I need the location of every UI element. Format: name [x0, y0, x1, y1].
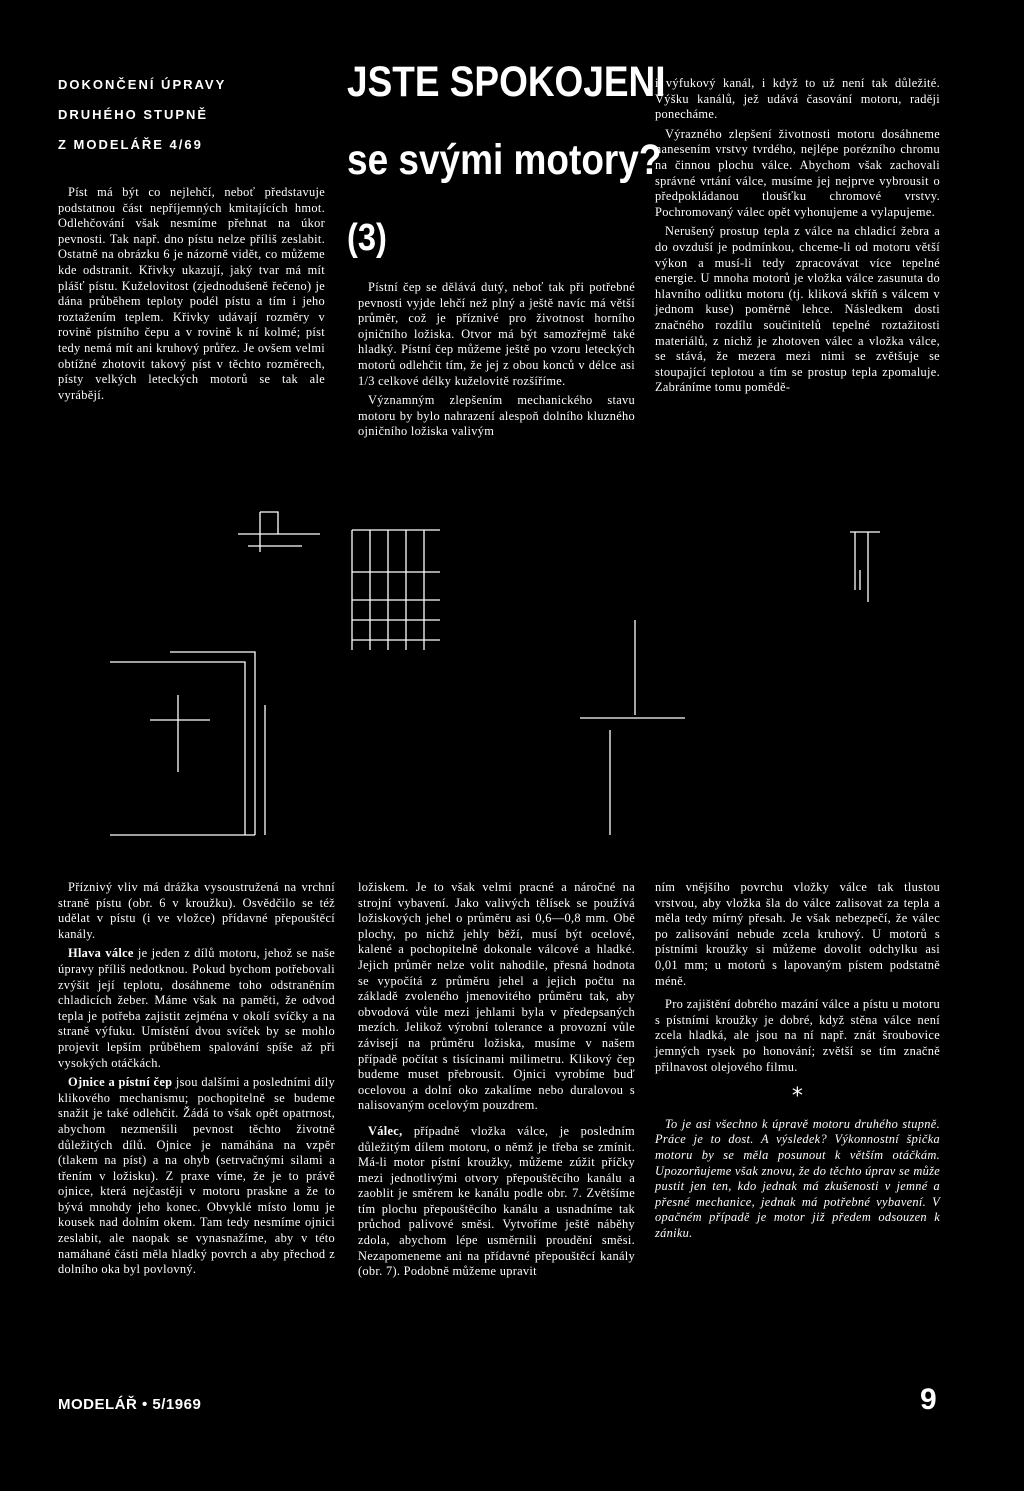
paragraph: Příznivý vliv má drážka vysoustružená na vrchní straně pístu (obr. 6 v kroužku). Osvědčilo se též udělat v pístu (i ve vložce) přídavné přepouštěcí kanály. [58, 880, 335, 941]
bottom-column-1 [58, 880, 335, 1282]
paragraph-text: jsou dalšími a posledními díly klikového mechanismu; pochopitelně se budeme snažit je také odlehčit. Žádá to však opět opatrnost, abychom nezmenšili pevnost těchto životně důležitých dílů. Ojnice je namáhána na vzpěr (tlakem na píst) a na ohyb (setrvačnými silami a třením v ložisku). Z praxe víme, že je to právě ojnice, která nejčastěji v motoru praskne a že to bývá mnohdy jeho konec. Obvyklé místo lomu je kousek nad dolním okem. Tam tedy nesmíme ojnici zeslabit, ale naopak se vynasnažíme, aby v této namáhané části měla hladký povrch a aby přechod z dolního oka byl povlovný. [58, 1075, 335, 1277]
paragraph-text: případně vložka válce, je posledním důležitým dílem motoru, o němž je třeba se zmínit. Má-li motor pístní kroužky, můžeme zúžit příčky mezi jednotlivými otvory přepouštěcího kanálu a zaoblit je směrem ke kanálu podle obr. 7. Zvětšíme tím plochu přepouštěcího kanálu a usnadníme tak průchod palivové směsi. Vytvoříme ještě náběhy zdola, abychom lépe usměrnili proudění směsi. Nezapomeneme ani na přídavné přepouštěcí kanály (obr. 7). Podobně můžeme upravit [358, 1123, 635, 1279]
kicker-line2: DRUHÉHO STUPNĚ [58, 107, 209, 122]
bold-term: Ojnice a pístní čep [68, 1075, 173, 1090]
drawing-line [260, 512, 278, 534]
drawing-svg [110, 490, 950, 850]
paragraph: ním vnějšího povrchu vložky válce tak tlustou vrstvou, aby vložka šla do válce zalisovat za tepla a měla tedy mírný přesah. Je však nebezpečí, že válec po zalisování nebude zcela kruhový. U motorů s pístními kroužky si můžeme dovolit odchylku asi 0,01 mm; u motorů s lapovaným pístem podstatně méně. [655, 880, 940, 988]
paragraph: i výfukový kanál, i když to už není tak důležité. Výšku kanálů, jež udává časování motoru, raději ponecháme. [655, 76, 940, 122]
bottom-column-2 [358, 880, 635, 1284]
kicker-line1: DOKONČENÍ ÚPRAVY [58, 77, 227, 92]
drawing-line [850, 532, 880, 602]
paragraph: Významným zlepšením mechanického stavu motoru by bylo nahrazení alespoň dolního kluzného ojničního ložiska valivým [358, 393, 635, 439]
bottom-column-3 [655, 880, 940, 1245]
paragraph: Výrazného zlepšení životnosti motoru dosáhneme nanesením vrstvy tvrdého, nejlépe porézního chromu na činnou plochu válce. Abychom však zachovali správné vrtání válce, musíme jej nejprve vybrousit o předpokládanou tloušťku chromové vrstvy. Pochromovaný válec opět vyhonujeme a vylapujeme. [655, 126, 940, 219]
bold-term: Hlava válce [68, 946, 134, 961]
paragraph: Pro zajištění dobrého mazání válce a pístu u motoru s pístními kroužky je dobré, když stěna válce není zcela hladká, ale jsou na ní např. znát šroubovice jemných rysek po honování; zvětší se tím značně přilnavost olejového filmu. [655, 997, 940, 1074]
drawing-line [352, 530, 440, 640]
paragraph-text: je jeden z dílů motoru, jehož se naše úpravy příliš nedotknou. Pokud bychom potřebovali zvýšit její teplotu, dosáhneme toho odstraněním chladicích žeber. Máme však na paměti, že odvod tepla je potřeba zajistit zejména v okolí svíčky a na straně výfuku. Umístění dvou svíček by se mohlo projevit lepším průběhem spalování spíše až při vysokých otáčkách. [58, 946, 335, 1070]
technical-drawing [110, 490, 950, 850]
star-separator: * [791, 1084, 804, 1110]
kicker [58, 70, 278, 160]
kicker-line3: Z MODELÁŘE 4/69 [58, 137, 203, 152]
top-column-2 [358, 280, 635, 444]
headline-line1: JSTE SPOKOJENI [347, 58, 666, 106]
page-number: 9 [920, 1383, 937, 1416]
drawing-line [352, 530, 424, 650]
paragraph: Pístní čep se dělává dutý, neboť tak při potřebné pevnosti vyjde lehčí než plný a ještě navíc má větší průměr, což je příznivé pro životnost horního ojničního ložiska. Otvor má být samozřejmě také hladký. Pístní čep můžeme ještě po vzoru leteckých motorů odlehčit tím, že jej z obou konců v délce asi 1/3 celkové délky kuželovitě rozšíříme. [358, 280, 635, 388]
drawing-line [150, 695, 210, 772]
bold-term: Válec, [368, 1123, 403, 1138]
drawing-line [580, 718, 685, 835]
drawing-line [170, 652, 255, 835]
headline [347, 55, 666, 263]
drawing-line [238, 534, 320, 552]
paragraph: Nerušený prostup tepla z válce na chladicí žebra a do ovzduší je podmínkou, chceme-li od motoru větší výkon a musí-li tedy zpracovávat více tepelné energie. U mnoha motorů je vložka válce zasunuta do hlavního odlitku motoru (tj. kliková skříň s válcem v jednom kuse) poměrně lehce. Následkem dosti značného rozdílu součinitelů tepelné roztažitosti materiálů, z nichž je zhotoven válec a vložka válce, se stává, že mezera mezi nimi se zvětšuje se stoupající teplotou a tím se prostup tepla zpomaluje. Zabráníme tomu pomědě- [655, 224, 940, 395]
headline-part: (3) [347, 217, 387, 259]
headline-line2: se svými motory? [347, 136, 662, 184]
top-column-3 [655, 76, 940, 400]
top-column-1 [58, 185, 325, 407]
paragraph: Píst má být co nejlehčí, neboť představuje podstatnou část nepříjemných kmitajících hmot. Odlehčování však nesmíme přehnat na úkor pevnosti. Tak např. dno pístu nelze příliš zeslabit. Ostatně na obrázku 6 je názorně vidět, co můžeme kde odstranit. Křivky ukazují, jaký tvar má mít plášť pístu. Kuželovitost (zjednodušeně řečeno) je dána průběhem teploty podél pístu a tím i jeho roztažením teplem. Křivky udávají rozměry v rovině pístního čepu a v rovině k ní kolmé; píst tedy nemá mít ani kruhový průřez. Je ovšem velmi obtížné zhotovit takový píst v těchto rozměrech, písty velkých leteckých motorů se tak ale vyrábějí. [58, 185, 325, 402]
closing-paragraph: To je asi všechno k úpravě motoru druhého stupně. Práce je to dost. A výsledek? Výkonnostní špička motoru by se měla posunout k větším otáčkám. Upozorňujeme však znovu, že do těchto úprav se může pustit jen ten, kdo jednak má zkušenosti v jemné a přesné mechanice, jednak má potřebné vybavení. V opačném případě je motor již předem odsouzen k zániku. [655, 1116, 940, 1240]
paragraph: ložiskem. Je to však velmi pracné a náročné na strojní vybavení. Jako valivých tělísek se používá ložiskových jehel o průměru asi 0,6—0,8 mm. Obě plochy, po nichž jehly běží, musí být ocelové, kalené a pochopitelně dokonale válcové a hladké. Jejich průměr nelze volit nahodile, přesná hodnota se vypočítá z průměru jehel a jejich počtu na základě zvoleného jmenovitého průměru tak, aby obvodová vůle mezi jehlami byla v předepsaných mezích. Jelikož výrobní tolerance a provozní vůle závisejí na průměru ložiska, musíme v našem případě počítat s tisícinami milimetru. Klikový čep budeme muset přebrousit. Ojnici vyrobíme buď ocelovou a dolní oko zakalíme nebo duralovou s nalisovaným ocelovým pouzdrem. [358, 880, 635, 1113]
magazine-footer: MODELÁŘ • 5/1969 [58, 1396, 202, 1413]
